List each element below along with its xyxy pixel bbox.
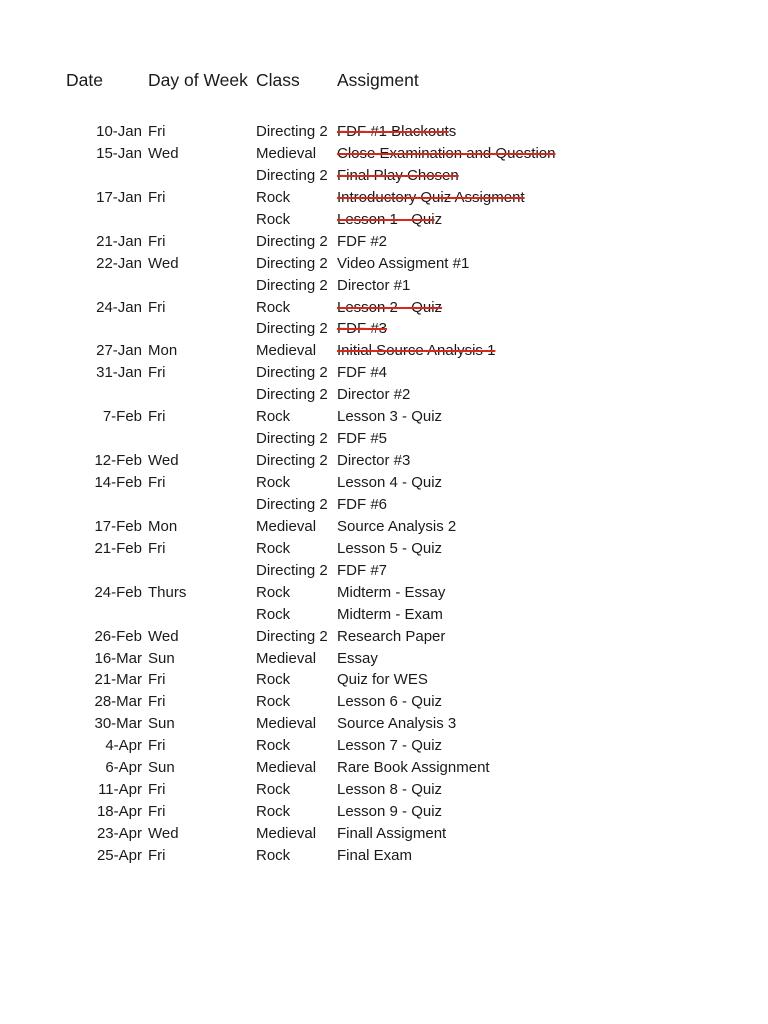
assignment-cell xyxy=(337,340,495,362)
table-row xyxy=(0,209,768,231)
class-cell: Directing 2 xyxy=(256,430,328,448)
date-cell: 26-Feb xyxy=(94,627,142,645)
class-cell: Medieval xyxy=(256,759,317,777)
assignment-cell xyxy=(337,297,442,319)
day-of-week-cell: Wed xyxy=(148,144,179,162)
day-of-week-cell: Fri xyxy=(148,364,166,382)
day-of-week-cell: Sun xyxy=(148,649,175,667)
table-row xyxy=(0,494,768,516)
table-row xyxy=(0,121,768,143)
day-of-week-cell: Wed xyxy=(148,627,179,645)
class-cell: Rock xyxy=(256,803,291,821)
assignment-text: Finall Assigment xyxy=(337,825,447,842)
date-cell: 24-Feb xyxy=(94,583,142,601)
assignment-cell xyxy=(337,516,456,538)
assignment-text: FDF #3 xyxy=(337,320,388,338)
assignment-cell xyxy=(337,121,456,143)
class-cell: Rock xyxy=(256,474,291,491)
assignment-cell xyxy=(337,253,469,275)
assignment-cell xyxy=(337,669,428,691)
assignment-text: Introductory Quiz Assigment xyxy=(337,188,525,206)
assignment-cell xyxy=(337,187,525,209)
class-cell: Rock xyxy=(256,781,291,799)
assignment-cell xyxy=(337,275,410,297)
class-cell: Directing 2 xyxy=(256,561,328,579)
class-cell: Directing 2 xyxy=(256,386,328,404)
assignment-cell xyxy=(337,845,412,867)
day-of-week-cell: Fri xyxy=(148,781,166,799)
table-row xyxy=(0,735,768,757)
assignment-text: FDF #4 xyxy=(337,364,388,382)
assignment-cell xyxy=(337,538,442,560)
date-cell: 10-Jan xyxy=(96,123,142,140)
assignment-cell xyxy=(337,143,555,165)
date-cell: 16-Mar xyxy=(94,649,142,667)
class-cell: Directing 2 xyxy=(256,627,328,645)
assignment-text: FDF #6 xyxy=(337,495,388,513)
assignment-text: Lesson 4 - Quiz xyxy=(337,474,443,491)
table-row xyxy=(0,669,768,691)
class-cell: Medieval xyxy=(256,342,317,360)
class-cell: Rock xyxy=(256,539,291,557)
assignment-cell xyxy=(337,691,442,713)
table-row xyxy=(0,318,768,340)
date-cell: 4-Apr xyxy=(105,737,142,755)
assignment-text: FDF #1 Blackout xyxy=(337,123,449,140)
assignment-cell xyxy=(337,735,442,757)
schedule-rows xyxy=(0,121,768,867)
day-of-week-cell: Fri xyxy=(148,803,166,821)
day-of-week-cell: Fri xyxy=(148,298,166,316)
assignment-cell xyxy=(337,757,490,779)
table-row xyxy=(0,560,768,582)
day-of-week-cell: Wed xyxy=(148,825,179,842)
date-cell: 6-Apr xyxy=(105,759,142,777)
table-row xyxy=(0,801,768,823)
header-assignment: Assigment xyxy=(337,70,419,90)
class-cell: Directing 2 xyxy=(256,232,328,250)
assignment-cell xyxy=(337,450,410,472)
assignment-cell xyxy=(337,823,446,845)
day-of-week-cell: Fri xyxy=(148,539,166,557)
assignment-cell xyxy=(337,428,387,450)
assignment-text: Close Examination and Question xyxy=(337,144,556,162)
table-row xyxy=(0,823,768,845)
assignment-text-tail: z xyxy=(434,210,443,228)
table-row xyxy=(0,472,768,494)
assignment-cell xyxy=(337,209,442,231)
date-cell: 17-Feb xyxy=(94,517,142,535)
class-cell: Directing 2 xyxy=(256,495,328,513)
table-row xyxy=(0,713,768,735)
table-row xyxy=(0,757,768,779)
date-cell: 28-Mar xyxy=(94,693,142,711)
day-of-week-cell: Fri xyxy=(148,846,166,864)
assignment-text: Source Analysis 2 xyxy=(337,517,457,535)
table-row xyxy=(0,648,768,670)
assignment-cell xyxy=(337,582,445,604)
date-cell: 21-Jan xyxy=(96,232,142,250)
assignment-text: Lesson 6 - Quiz xyxy=(337,693,443,711)
date-cell: 24-Jan xyxy=(96,298,142,316)
day-of-week-cell: Sun xyxy=(148,759,175,777)
table-row xyxy=(0,538,768,560)
table-row xyxy=(0,516,768,538)
date-cell: 12-Feb xyxy=(94,452,142,470)
class-cell: Rock xyxy=(256,188,291,206)
day-of-week-cell: Wed xyxy=(148,254,179,272)
assignment-text: Director #2 xyxy=(337,386,411,404)
assignment-text: Midterm - Exam xyxy=(337,605,443,623)
assignment-text: Rare Book Assignment xyxy=(337,759,490,777)
assignment-text: Video Assigment #1 xyxy=(337,254,470,272)
table-row xyxy=(0,604,768,626)
assignment-cell xyxy=(337,779,442,801)
class-cell: Rock xyxy=(256,737,291,755)
assignment-text: Lesson 2 - Quiz xyxy=(337,298,443,316)
assignment-text: Director #1 xyxy=(337,276,411,294)
assignment-cell xyxy=(337,648,378,670)
assignment-cell xyxy=(337,362,387,384)
table-row xyxy=(0,165,768,187)
class-cell: Directing 2 xyxy=(256,254,328,272)
date-cell: 31-Jan xyxy=(96,364,142,382)
assignment-text: Midterm - Essay xyxy=(337,583,446,601)
day-of-week-cell: Mon xyxy=(148,517,178,535)
table-row xyxy=(0,297,768,319)
assignment-cell xyxy=(337,231,387,253)
assignment-text: Quiz for WES xyxy=(337,671,428,689)
day-of-week-cell: Fri xyxy=(148,693,166,711)
table-row xyxy=(0,626,768,648)
table-row xyxy=(0,340,768,362)
class-cell: Rock xyxy=(256,605,291,623)
class-cell: Rock xyxy=(256,846,291,864)
table-row xyxy=(0,845,768,867)
assignment-cell xyxy=(337,472,442,494)
table-row xyxy=(0,231,768,253)
assignment-text: Final Play Chosen xyxy=(337,166,459,184)
date-cell: 18-Apr xyxy=(96,803,142,821)
day-of-week-cell: Fri xyxy=(148,188,166,206)
table-row xyxy=(0,582,768,604)
class-cell: Rock xyxy=(256,408,291,426)
table-row xyxy=(0,187,768,209)
assignment-text: Lesson 1 - Qui xyxy=(337,210,435,228)
date-cell: 23-Apr xyxy=(96,825,142,842)
day-of-week-cell: Fri xyxy=(148,671,166,689)
assignment-cell xyxy=(337,801,442,823)
date-cell: 14-Feb xyxy=(94,474,142,491)
assignment-text: Lesson 7 - Quiz xyxy=(337,737,443,755)
class-cell: Directing 2 xyxy=(256,166,328,184)
assignment-cell xyxy=(337,560,387,582)
date-cell: 22-Jan xyxy=(96,254,142,272)
class-cell: Directing 2 xyxy=(256,276,328,294)
assignment-text: Lesson 3 - Quiz xyxy=(337,408,443,426)
assignment-text: FDF #5 xyxy=(337,430,388,448)
assignment-cell xyxy=(337,494,387,516)
date-cell: 21-Mar xyxy=(94,671,142,689)
header-class: Class xyxy=(256,70,300,90)
class-cell: Directing 2 xyxy=(256,123,328,140)
table-row xyxy=(0,275,768,297)
table-row xyxy=(0,143,768,165)
assignment-text: Lesson 9 - Quiz xyxy=(337,803,443,821)
header-date: Date xyxy=(66,70,103,90)
date-cell: 7-Feb xyxy=(102,408,142,426)
date-cell: 27-Jan xyxy=(96,342,142,360)
class-cell: Medieval xyxy=(256,517,317,535)
class-cell: Directing 2 xyxy=(256,320,328,338)
table-row xyxy=(0,428,768,450)
class-cell: Medieval xyxy=(256,715,317,733)
class-cell: Directing 2 xyxy=(256,364,328,382)
table-row xyxy=(0,384,768,406)
assignment-text: Source Analysis 3 xyxy=(337,715,457,733)
header-row xyxy=(0,70,768,96)
assignment-cell xyxy=(337,384,410,406)
class-cell: Rock xyxy=(256,671,291,689)
day-of-week-cell: Fri xyxy=(148,737,166,755)
table-row xyxy=(0,779,768,801)
class-cell: Rock xyxy=(256,693,291,711)
assignment-cell xyxy=(337,604,443,626)
class-cell: Medieval xyxy=(256,825,317,842)
date-cell: 21-Feb xyxy=(94,539,142,557)
assignment-cell xyxy=(337,318,387,340)
day-of-week-cell: Fri xyxy=(148,474,166,491)
table-row xyxy=(0,406,768,428)
table-row xyxy=(0,450,768,472)
day-of-week-cell: Sun xyxy=(148,715,175,733)
day-of-week-cell: Fri xyxy=(148,123,166,140)
assignment-cell xyxy=(337,406,442,428)
date-cell: 15-Jan xyxy=(96,144,142,162)
assignment-cell xyxy=(337,626,445,648)
assignment-text: Initial Source Analysis 1 xyxy=(337,342,496,360)
assignment-text: Essay xyxy=(337,649,378,667)
date-cell: 25-Apr xyxy=(96,846,142,864)
day-of-week-cell: Thurs xyxy=(148,583,187,601)
assignment-text: FDF #7 xyxy=(337,561,388,579)
class-cell: Medieval xyxy=(256,649,317,667)
table-row xyxy=(0,362,768,384)
assignment-text: Final Exam xyxy=(337,846,413,864)
class-cell: Directing 2 xyxy=(256,452,328,470)
date-cell: 30-Mar xyxy=(94,715,142,733)
date-cell: 11-Apr xyxy=(98,781,142,799)
table-row xyxy=(0,253,768,275)
class-cell: Rock xyxy=(256,298,291,316)
assignment-cell xyxy=(337,165,459,187)
class-cell: Medieval xyxy=(256,144,317,162)
class-cell: Rock xyxy=(256,210,291,228)
date-cell: 17-Jan xyxy=(96,188,142,206)
assignment-text: Research Paper xyxy=(337,627,446,645)
day-of-week-cell: Wed xyxy=(148,452,179,470)
day-of-week-cell: Fri xyxy=(148,232,166,250)
assignment-cell xyxy=(337,713,456,735)
assignment-text: Lesson 5 - Quiz xyxy=(337,539,443,557)
day-of-week-cell: Fri xyxy=(148,408,166,426)
assignment-text: FDF #2 xyxy=(337,232,388,250)
day-of-week-cell: Mon xyxy=(148,342,178,360)
class-cell: Rock xyxy=(256,583,291,601)
assignment-text: Director #3 xyxy=(337,452,411,470)
assignment-text-tail: s xyxy=(448,123,457,140)
assignment-text: Lesson 8 - Quiz xyxy=(337,781,443,799)
table-row xyxy=(0,691,768,713)
header-day-of-week: Day of Week xyxy=(148,70,248,90)
